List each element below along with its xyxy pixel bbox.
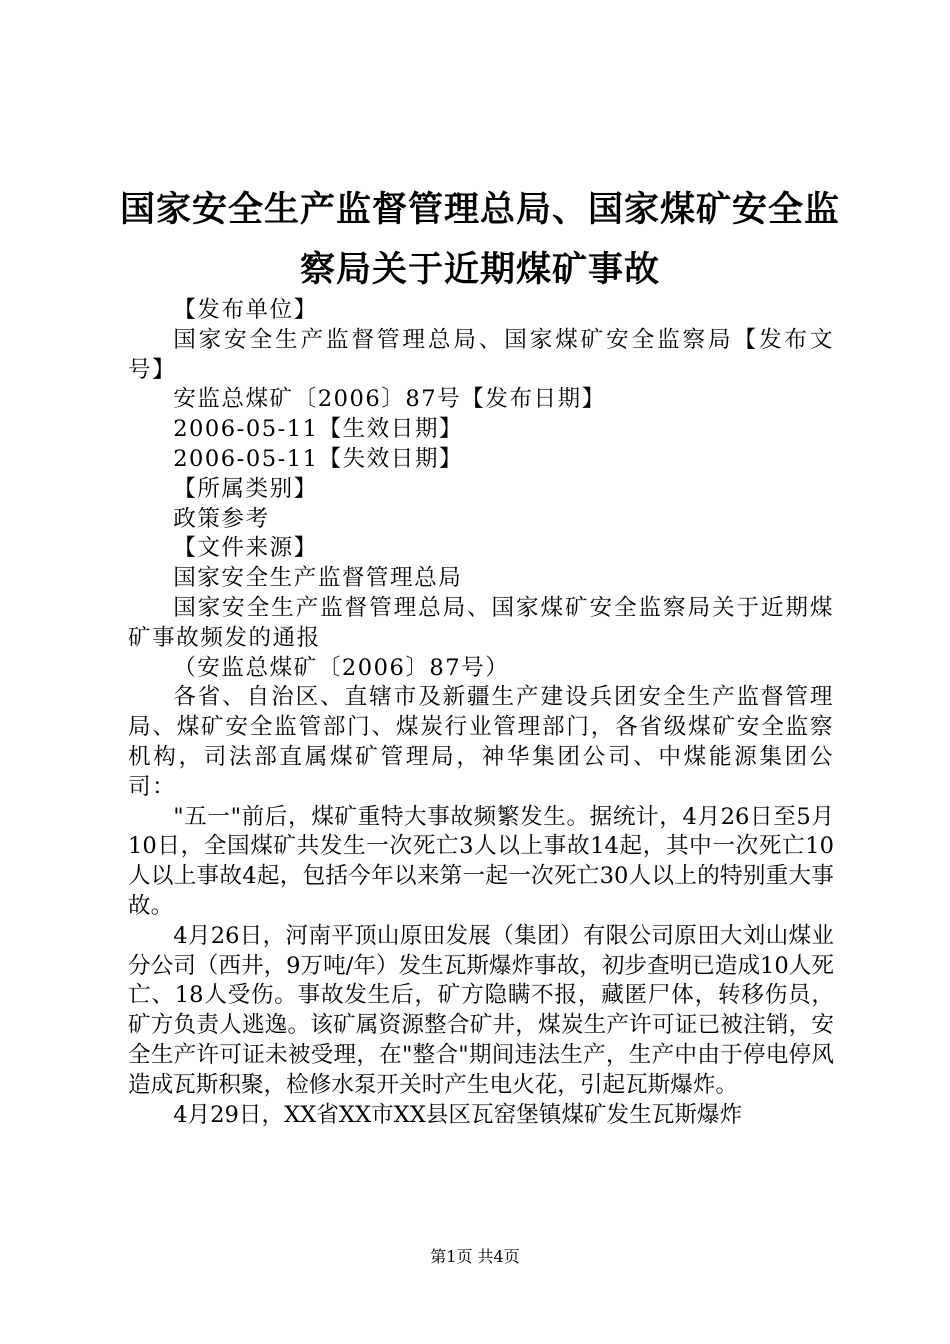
addressees-paragraph: 各省、自治区、直辖市及新疆生产建设兵团安全生产监督管理局、煤矿安全监管部门、煤炭行业管理部门，各省级煤矿安全监察机构，司法部直属煤矿管理局，神华集团公司、中煤能源集团公司： [128,684,834,800]
doc-number-and-publish-date-label: 安监总煤矿〔2006〕87号【发布日期】 [173,386,606,413]
notice-heading: 国家安全生产监督管理总局、国家煤矿安全监察局关于近期煤矿事故频发的通报 [128,594,834,651]
incident-april-29-paragraph: 4月29日，XX省XX市XX县区瓦窑堡镇煤矿发生瓦斯爆炸 [173,1101,743,1128]
label-source: 【文件来源】 [173,535,318,562]
label-category: 【所属类别】 [173,475,318,502]
effective-date-and-expiry-label: 2006-05-11【失效日期】 [173,445,464,472]
notice-number: （安监总煤矿〔2006〕87号） [173,654,510,681]
publisher-and-doc-number-label: 国家安全生产监督管理总局、国家煤矿安全监察局【发布文号】 [128,326,834,383]
publish-date-and-effective-label: 2006-05-11【生效日期】 [173,416,464,443]
source-value: 国家安全生产监督管理总局 [173,565,463,592]
document-title-line-1: 国家安全生产监督管理总局、国家煤矿安全监 [119,189,840,230]
document-title-line-2: 察局关于近期煤矿事故 [299,249,660,290]
page-footer: 第1页 共4页 [430,1247,520,1266]
document-body [128,296,834,1130]
incident-april-26-paragraph: 4月26日，河南平顶山原田发展（集团）有限公司原田大刘山煤业分公司（西井，9万吨/年）发生瓦斯爆炸事故，初步查明已造成10人死亡、18人受伤。事故发生后，矿方隐瞒不报，藏匿尸体，转移伤员，矿方负责人逃逸。该矿属资源整合矿井，煤炭生产许可证已被注销，安全生产许可证未被受理，在"整合"期间违法生产，生产中由于停电停风造成瓦斯积聚，检修水泵开关时产生电火花，引起瓦斯爆炸。 [128,922,834,1098]
label-publisher: 【发布单位】 [173,297,318,323]
statistics-paragraph: "五一"前后，煤矿重特大事故频繁发生。据统计，4月26日至5月10日，全国煤矿共发生一次死亡3人以上事故14起，其中一次死亡10人以上事故4起，包括今年以来第一起一次死亡30人以上的特别重大事故。 [128,803,834,919]
category-value: 政策参考 [173,505,270,532]
